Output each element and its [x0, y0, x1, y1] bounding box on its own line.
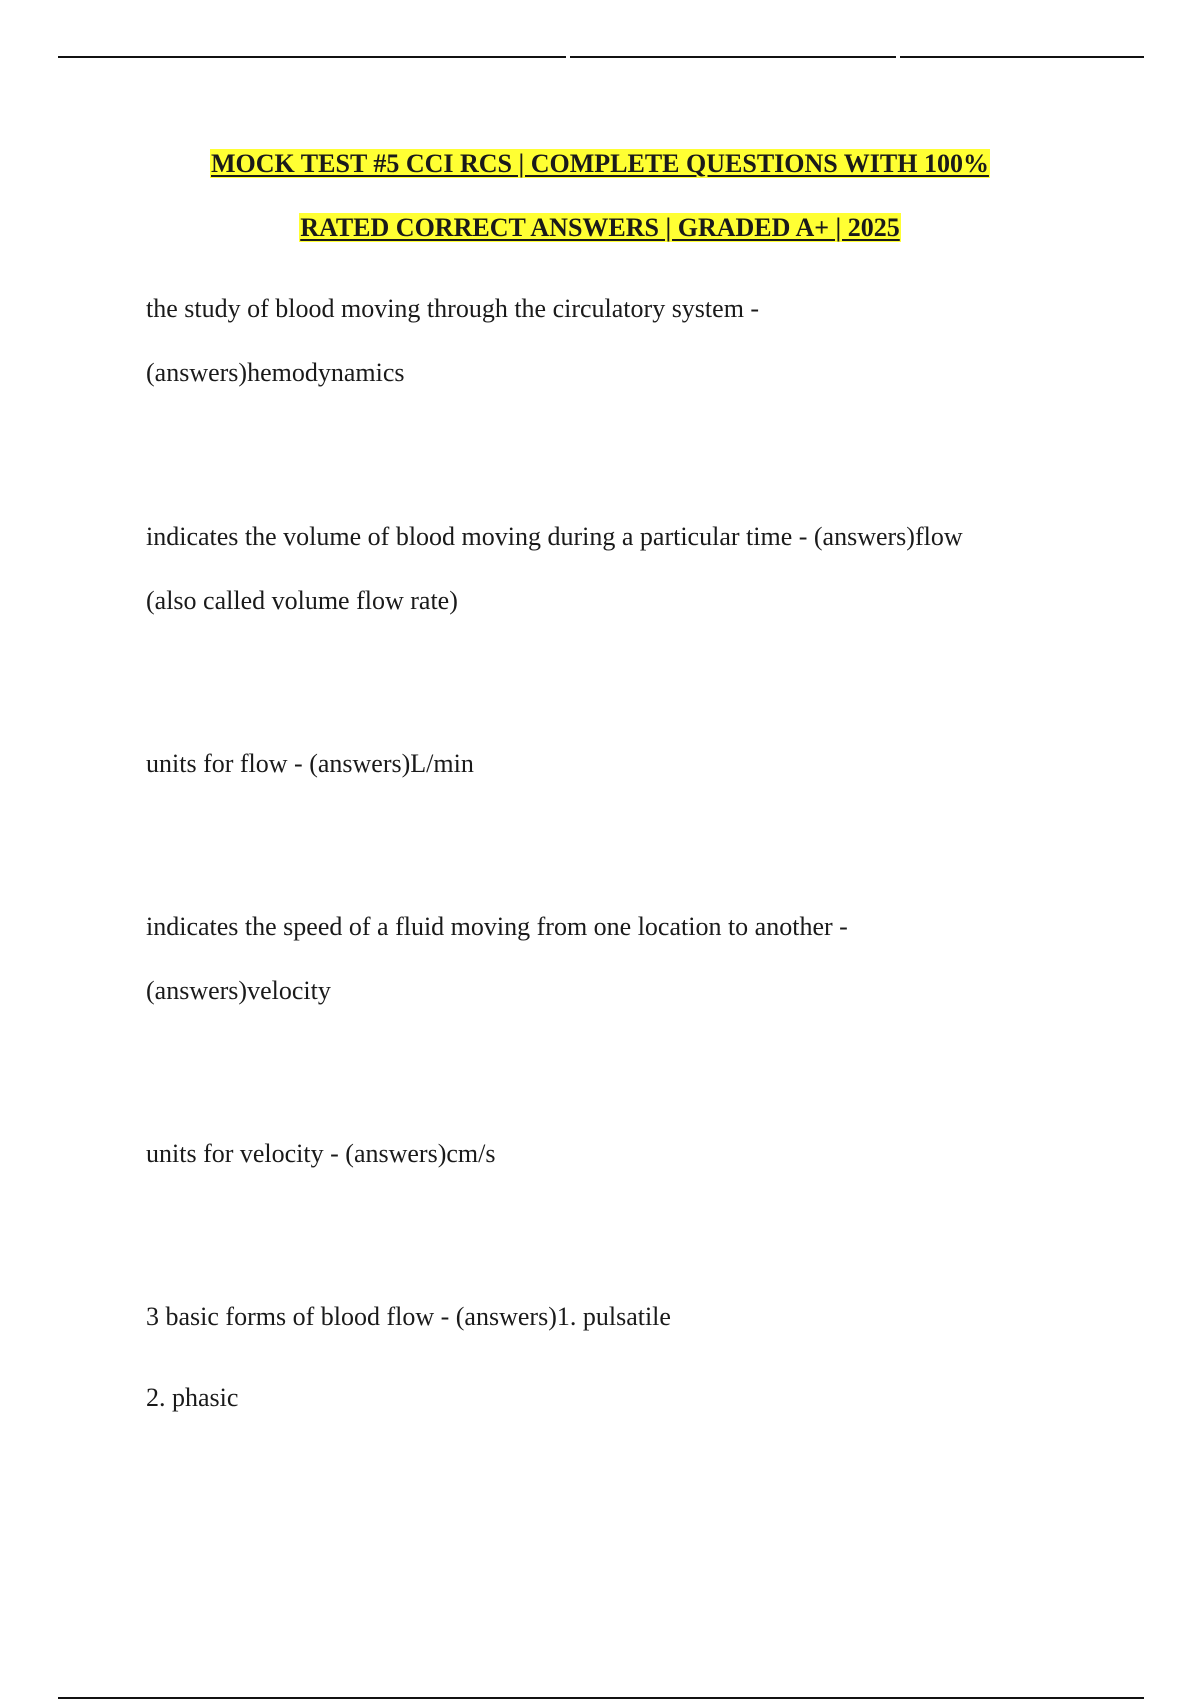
title-highlight: MOCK TEST #5 CCI RCS | COMPLETE QUESTIONS WITH 100% [211, 149, 989, 178]
footer-rule [58, 1697, 1144, 1699]
qa-item [146, 749, 1086, 779]
header-rule-segment [58, 56, 566, 58]
qa-question: units for velocity - (answers)cm/s [146, 1139, 496, 1168]
header-rule-segment [570, 56, 896, 58]
qa-question: the study of blood moving through the circulatory system - [146, 294, 760, 323]
qa-item [146, 522, 1086, 616]
qa-question: 3 basic forms of blood flow - (answers)1. pulsatile [146, 1302, 671, 1331]
qa-item [146, 1139, 1086, 1169]
qa-question: units for flow - (answers)L/min [146, 749, 474, 778]
qa-item [146, 912, 1086, 1006]
qa-item [146, 294, 1086, 388]
qa-question: indicates the volume of blood moving during a particular time - (answers)flow [146, 522, 963, 551]
document-title-line-2 [0, 213, 1200, 243]
qa-answer: 2. phasic [146, 1383, 239, 1412]
header-rule-segment [900, 56, 1144, 58]
document-title-line-1 [0, 149, 1200, 179]
qa-question: indicates the speed of a fluid moving from one location to another - [146, 912, 848, 941]
qa-answer: (also called volume flow rate) [146, 586, 458, 615]
qa-answer: (answers)velocity [146, 976, 331, 1005]
qa-answer: (answers)hemodynamics [146, 358, 405, 387]
qa-item [146, 1302, 1086, 1413]
title-highlight: RATED CORRECT ANSWERS | GRADED A+ | 2025 [300, 213, 900, 242]
